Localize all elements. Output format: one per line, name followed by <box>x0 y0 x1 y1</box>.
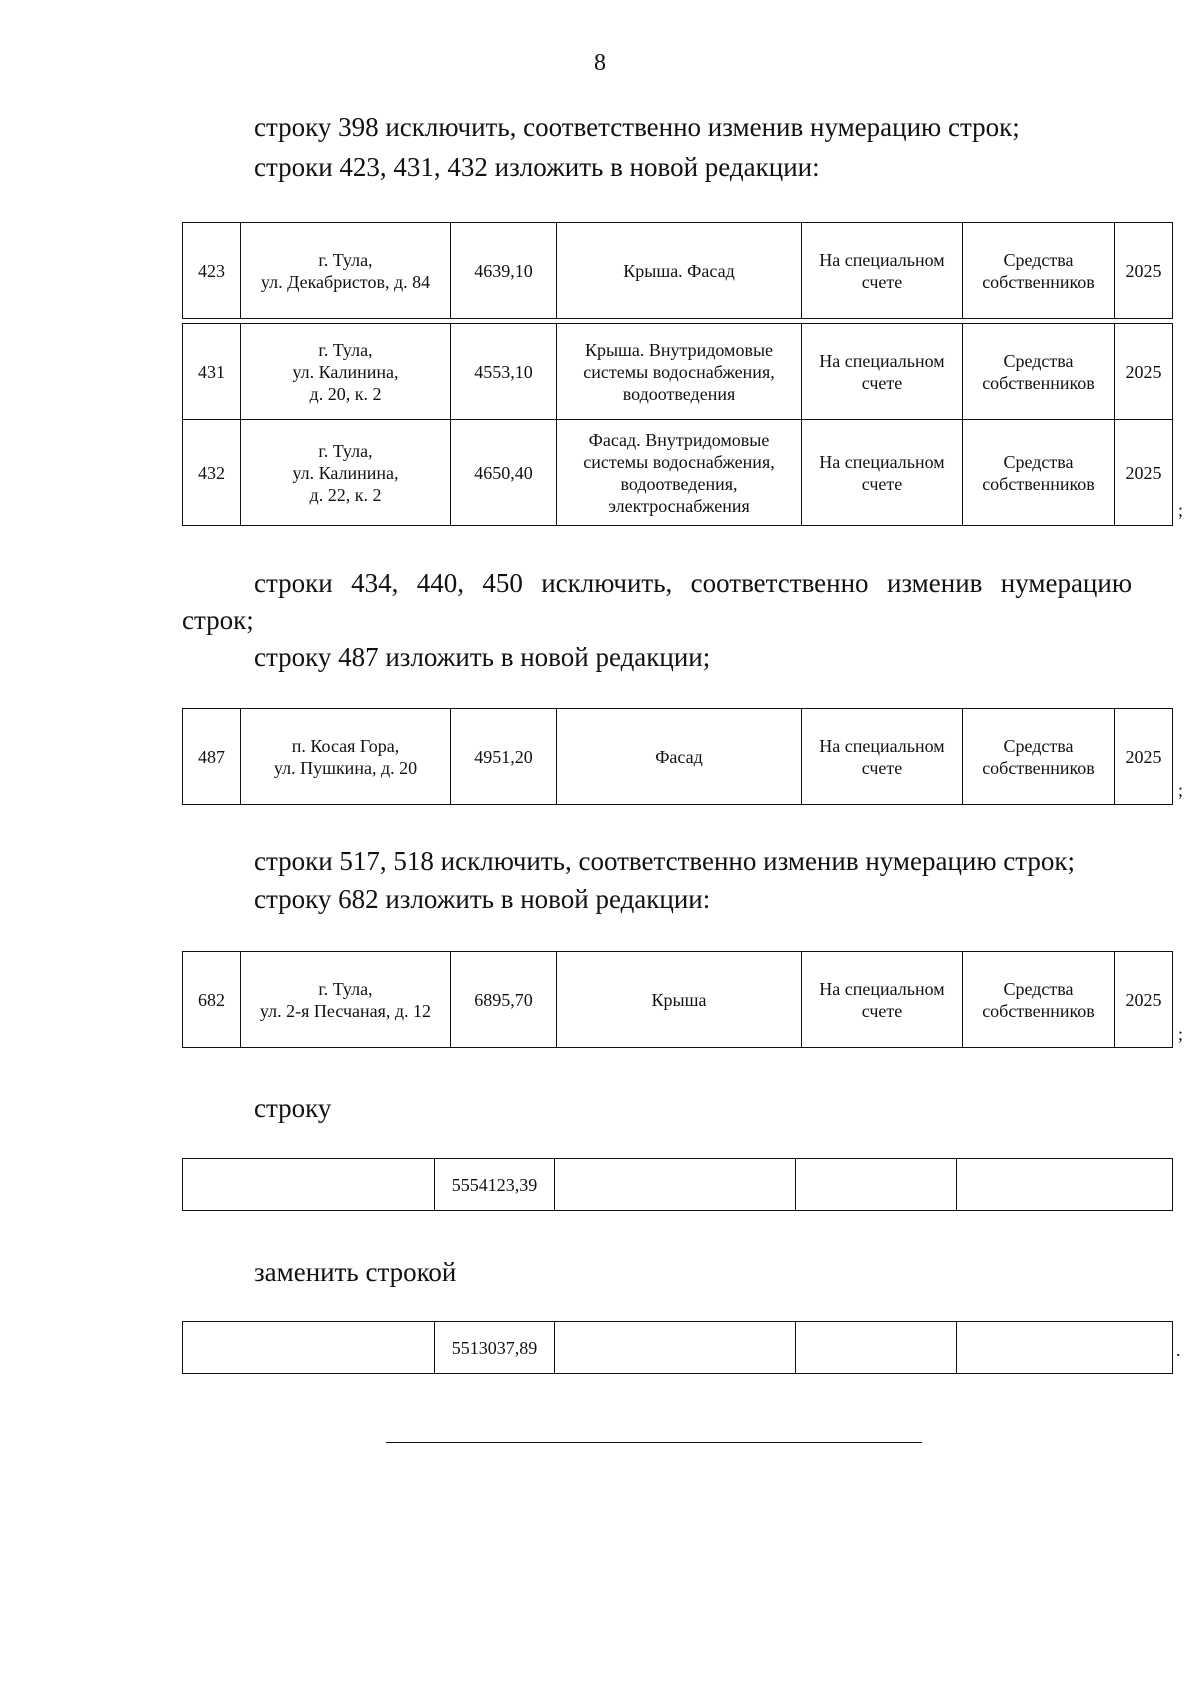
works-cell-line: Фасад. Внутридомовые <box>588 429 770 450</box>
address-cell-line: г. Тула, <box>318 978 373 999</box>
area-cell-text: 4951,20 <box>474 746 533 767</box>
total-empty-cell <box>957 1322 1173 1374</box>
account-cell-line: На специальном <box>819 735 945 756</box>
area-cell-text: 6895,70 <box>474 989 533 1010</box>
address-cell-line: ул. Декабристов, д. 84 <box>260 271 431 292</box>
address-cell <box>241 324 451 420</box>
address-cell-line: ул. Калинина, <box>292 361 399 382</box>
address-cell-line: ул. Пушкина, д. 20 <box>273 757 418 778</box>
year-cell <box>1115 324 1173 420</box>
area-cell-text: 4650,40 <box>474 462 533 483</box>
address-cell <box>241 420 451 526</box>
table-row <box>183 952 1173 1048</box>
address-cell-line: г. Тула, <box>318 249 373 270</box>
total-empty-cell <box>796 1159 957 1211</box>
table-row <box>183 420 1173 526</box>
account-cell-line: На специальном <box>819 451 945 472</box>
end-divider <box>386 1442 922 1443</box>
area-cell <box>451 952 557 1048</box>
account-cell-line: На специальном <box>819 978 945 999</box>
account-cell-line: счете <box>861 473 903 494</box>
amendment-table-423 <box>182 222 1173 319</box>
amendment-table-431-432 <box>182 323 1173 526</box>
row-number <box>183 324 241 420</box>
row-number <box>183 709 241 805</box>
funds-cell <box>963 420 1115 526</box>
row-number <box>183 223 241 319</box>
address-cell-line: ул. Калинина, <box>292 462 399 483</box>
paragraph-line: строку 682 изложить в новой редакции: <box>254 884 711 914</box>
address-cell <box>241 952 451 1048</box>
total-empty-cell <box>957 1159 1173 1211</box>
table-row <box>183 223 1173 319</box>
works-cell <box>557 324 802 420</box>
amendment-table-682 <box>182 951 1173 1048</box>
year-cell-text: 2025 <box>1125 462 1162 483</box>
area-cell-text: 4553,10 <box>474 361 533 382</box>
row-number-text: 431 <box>198 361 225 382</box>
works-cell-line: водоотведения <box>622 383 736 404</box>
year-cell <box>1115 223 1173 319</box>
row-number-text: 423 <box>198 260 225 281</box>
funds-cell-line: Средства <box>1003 249 1074 270</box>
works-cell-line: электроснабжения <box>608 495 750 516</box>
row-number <box>183 952 241 1048</box>
paragraph-line: строки 434, 440, 450 исключить, соответственно изменив нумерацию <box>254 568 1132 598</box>
funds-cell-line: собственников <box>982 473 1095 494</box>
funds-cell-line: собственников <box>982 1000 1095 1021</box>
paragraph-line: заменить строкой <box>254 1257 457 1287</box>
funds-cell-line: Средства <box>1003 978 1074 999</box>
year-cell-text: 2025 <box>1125 989 1162 1010</box>
account-cell-line: счете <box>861 271 903 292</box>
total-value-old: 5554123,39 <box>435 1159 555 1211</box>
works-cell-line: системы водоснабжения, <box>583 451 775 472</box>
address-cell <box>241 709 451 805</box>
account-cell-line: На специальном <box>819 350 945 371</box>
works-cell-line: водоотведения, <box>620 473 738 494</box>
total-value-new: 5513037,89 <box>435 1322 555 1374</box>
address-cell-line: д. 20, к. 2 <box>309 383 382 404</box>
year-cell <box>1115 420 1173 526</box>
semicolon-mark: ; <box>1178 780 1184 800</box>
account-cell-line: счете <box>861 757 903 778</box>
paragraph-line: строки 423, 431, 432 изложить в новой редакции: <box>254 152 820 182</box>
address-cell-line: г. Тула, <box>318 440 373 461</box>
paragraph-line: строку <box>254 1093 332 1123</box>
table-row <box>183 709 1173 805</box>
area-cell <box>451 324 557 420</box>
total-empty-cell <box>183 1322 435 1374</box>
funds-cell-line: собственников <box>982 757 1095 778</box>
funds-cell <box>963 324 1115 420</box>
works-cell-line: Крыша. Внутридомовые <box>584 339 774 360</box>
account-cell <box>802 223 963 319</box>
area-cell-text: 4639,10 <box>474 260 533 281</box>
funds-cell-line: Средства <box>1003 451 1074 472</box>
row-number-text: 432 <box>198 462 225 483</box>
total-empty-cell <box>796 1322 957 1374</box>
total-empty-cell <box>183 1159 435 1211</box>
account-cell <box>802 952 963 1048</box>
area-cell <box>451 709 557 805</box>
total-row-new <box>182 1321 1173 1374</box>
funds-cell-line: Средства <box>1003 735 1074 756</box>
year-cell-text: 2025 <box>1125 361 1162 382</box>
amendment-table-487 <box>182 708 1173 805</box>
area-cell <box>451 223 557 319</box>
works-cell-line: Фасад <box>655 746 703 767</box>
row-number-text: 487 <box>198 746 225 767</box>
account-cell-line: На специальном <box>819 249 945 270</box>
address-cell-line: д. 22, к. 2 <box>309 484 382 505</box>
address-cell-line: п. Косая Гора, <box>291 735 400 756</box>
paragraph-line: строку 487 изложить в новой редакции; <box>254 642 711 672</box>
works-cell-line: Крыша. Фасад <box>623 260 735 281</box>
funds-cell-line: собственников <box>982 271 1095 292</box>
address-cell <box>241 223 451 319</box>
total-empty-cell <box>555 1159 796 1211</box>
paragraph-line: строки 517, 518 исключить, соответственно изменив нумерацию строк; <box>254 846 1076 876</box>
address-cell-line: ул. 2-я Песчаная, д. 12 <box>259 1000 432 1021</box>
works-cell <box>557 223 802 319</box>
semicolon-mark: ; <box>1178 1024 1184 1044</box>
account-cell <box>802 709 963 805</box>
account-cell-line: счете <box>861 1000 903 1021</box>
area-cell <box>451 420 557 526</box>
year-cell-text: 2025 <box>1125 260 1162 281</box>
funds-cell <box>963 223 1115 319</box>
works-cell <box>557 420 802 526</box>
account-cell <box>802 324 963 420</box>
page-number: 8 <box>594 50 606 76</box>
paragraph-line: строк; <box>182 605 254 635</box>
account-cell <box>802 420 963 526</box>
paragraph-line: строку 398 исключить, соответственно изменив нумерацию строк; <box>254 112 1020 142</box>
total-empty-cell <box>555 1322 796 1374</box>
funds-cell-line: Средства <box>1003 350 1074 371</box>
works-cell <box>557 952 802 1048</box>
semicolon-mark: ; <box>1178 500 1184 520</box>
year-cell <box>1115 952 1173 1048</box>
funds-cell <box>963 709 1115 805</box>
works-cell <box>557 709 802 805</box>
period-mark: . <box>1176 1340 1181 1360</box>
address-cell-line: г. Тула, <box>318 339 373 360</box>
row-number-text: 682 <box>198 989 225 1010</box>
account-cell-line: счете <box>861 372 903 393</box>
year-cell <box>1115 709 1173 805</box>
table-row <box>183 324 1173 420</box>
funds-cell-line: собственников <box>982 372 1095 393</box>
works-cell-line: Крыша <box>651 989 707 1010</box>
row-number <box>183 420 241 526</box>
works-cell-line: системы водоснабжения, <box>583 361 775 382</box>
total-row-old <box>182 1158 1173 1211</box>
funds-cell <box>963 952 1115 1048</box>
year-cell-text: 2025 <box>1125 746 1162 767</box>
